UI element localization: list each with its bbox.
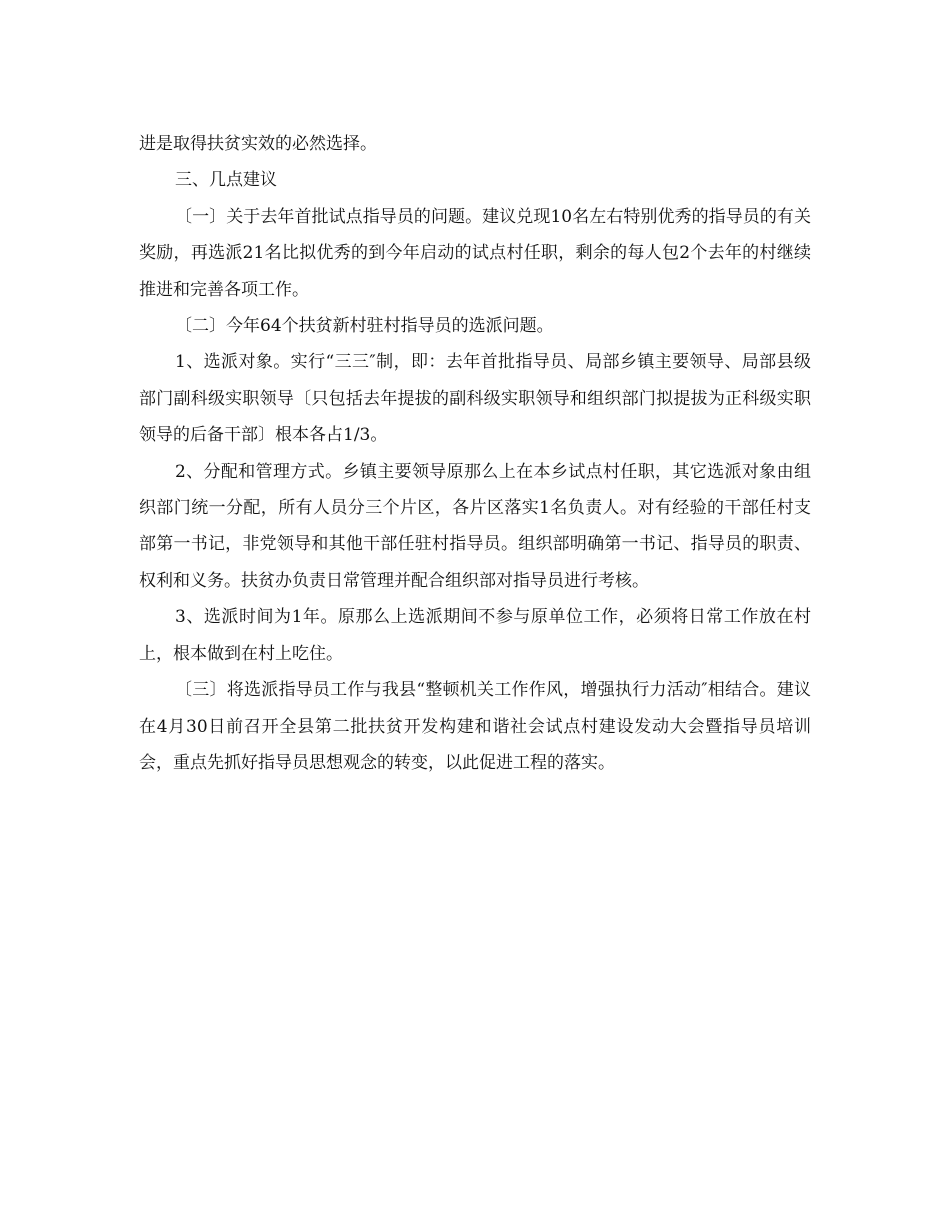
paragraph-selection-targets: 1、选派对象。实行“三三″制，即：去年首批指导员、局部乡镇主要领导、局部县级部门副科级实职领导〔只包括去年提拔的副科级实职领导和组织部门拟提拔为正科级实职领导的后备干部〕根本各占1/3。 [139, 352, 811, 446]
paragraph-selection-duration: 3、选派时间为1年。原那么上选派期间不参与原单位工作，必须将日常工作放在村上，根本做到在村上吃住。 [139, 607, 811, 664]
section-heading-suggestions: 三、几点建议 [175, 170, 277, 191]
paragraph-suggestion-2: 〔二〕今年64个扶贫新村驻村指导员的选派问题。 [175, 316, 554, 337]
paragraph-suggestion-3: 〔三〕将选派指导员工作与我县“整顿机关工作作风，增强执行力活动″相结合。建议在4月30日前召开全县第二批扶贫开发构建和谐社会试点村建设发动大会暨指导员培训会，重点先抓好指导员思想观念的转变，以此促进工程的落实。 [139, 680, 811, 773]
paragraph-suggestion-1: 〔一〕关于去年首批试点指导员的问题。建议兑现10名左右特别优秀的指导员的有关奖励，再选派21名比拟优秀的到今年启动的试点村任职，剩余的每人包2个去年的村继续推进和完善各项工作。 [139, 206, 811, 300]
paragraph-allocation-management: 2、分配和管理方式。乡镇主要领导原那么上在本乡试点村任职，其它选派对象由组织部门统一分配，所有人员分三个片区，各片区落实1名负责人。对有经验的干部任村支部第一书记，非党领导和其他干部任驻村指导员。组织部明确第一书记、指导员的职责、权利和义务。扶贫办负责日常管理并配合组织部对指导员进行考核。 [139, 461, 811, 591]
document-body [139, 126, 811, 781]
paragraph-continuation: 进是取得扶贫实效的必然选择。 [139, 134, 377, 154]
